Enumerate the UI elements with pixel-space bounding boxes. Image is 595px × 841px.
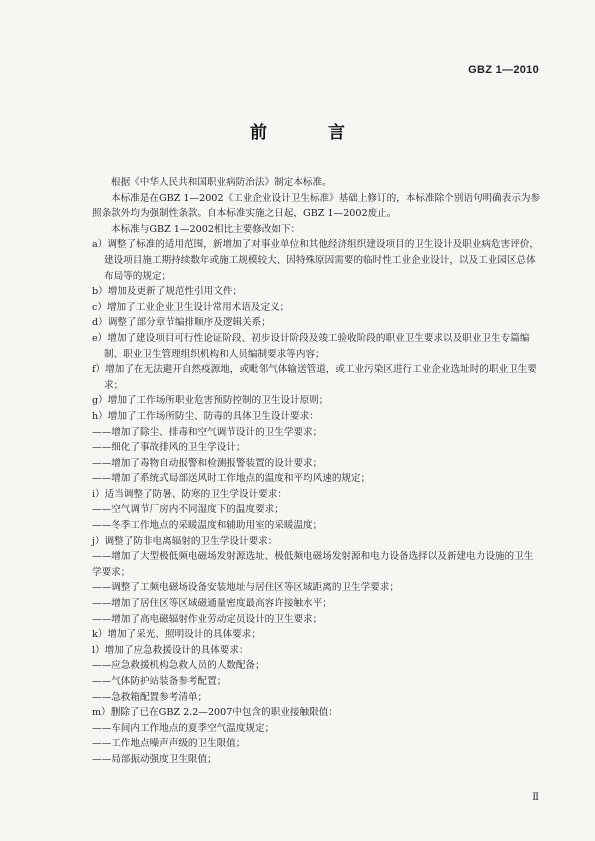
sub-item: ——增加了除尘、排毒和空气调节设计的卫生学要求； xyxy=(92,426,323,438)
sub-item: ——增加了高电磁辐射作业劳动定员设计的卫生要求； xyxy=(92,613,323,625)
sub-item: ——急救箱配置参考清单； xyxy=(92,691,208,703)
paragraph: 根据《中华人民共和国职业病防治法》制定本标准。 xyxy=(111,177,332,188)
list-item: i）适当调整了防暑、防寒的卫生学设计要求： xyxy=(92,488,287,500)
sub-item: ——车间内工作地点的夏季空气温度规定； xyxy=(92,722,275,734)
sub-item: ——调整了工频电磁场设备安装地址与居住区等区域距离的卫生学要求； xyxy=(92,582,399,594)
list-item: h）增加了工作场所防尘、防毒的具体卫生设计要求： xyxy=(92,410,319,422)
list-item: k）增加了采光、照明设计的具体要求； xyxy=(92,629,261,641)
body-text xyxy=(92,175,542,768)
paragraph: 本标准与GBZ 1—2002相比主要修改如下： xyxy=(111,223,301,235)
sub-item: ——空气调节厂房内不同湿度下的温度要求； xyxy=(92,504,284,516)
document-code: GBZ 1—2010 xyxy=(468,64,539,76)
list-item: g）增加了工作场所职业危害预防控制的卫生设计原则； xyxy=(92,395,329,407)
page-number: Ⅱ xyxy=(532,792,539,803)
list-item: b）增加及更新了规范性引用文件； xyxy=(92,286,243,298)
list-item: d）调整了部分章节编排顺序及逻辑关系； xyxy=(92,317,271,329)
sub-item: ——增加了大型极低频电磁场发射源选址、极低频电磁场发射源和电力设备选择以及新建电力设施的卫生学要求； xyxy=(92,551,534,578)
list-item: j）调整了防非电离辐射的卫生学设计要求： xyxy=(92,535,278,547)
sub-item: ——应急救援机构急救人员的人数配备； xyxy=(92,660,265,672)
page-title: 前 言 xyxy=(250,123,367,143)
sub-item: ——局部振动强度卫生限值； xyxy=(92,753,217,765)
list-item: m）删除了已在GBZ 2.2—2007中包含的职业接触限值： xyxy=(92,707,338,719)
list-item: a）调整了标准的适用范围，新增加了对事业单位和其他经济组织建设项目的卫生设计及职业病危害评价，建设项目施工期持续数年或施工规模较大、因特殊原因需要的临时性工业企业设计，以及工业园区总体布局等的规定； xyxy=(92,239,540,282)
list-item: f）增加了在无法避开自然疫源地，或毗邻气体输送管道，或工业污染区进行工业企业选址时的职业卫生要求； xyxy=(92,364,537,391)
sub-item: ——增加了居住区等区域磁通量密度最高容许接触水平； xyxy=(92,598,332,610)
list-item: l）增加了应急救援设计的具体要求： xyxy=(92,644,249,656)
sub-item: ——细化了事故排风的卫生学设计； xyxy=(92,442,246,454)
sub-item: ——冬季工作地点的采暖温度和辅助用室的采暖温度； xyxy=(92,520,323,532)
list-item: c）增加了工业企业卫生设计常用术语及定义； xyxy=(92,301,290,313)
sub-item: ——气体防护站装备参考配置； xyxy=(92,676,227,687)
sub-item: ——增加了毒物自动报警和检测报警装置的设计要求； xyxy=(92,457,323,469)
sub-item: ——工作地点噪声声级的卫生限值； xyxy=(92,738,246,750)
list-item: e）增加了建设项目可行性论证阶段、初步设计阶段及竣工验收阶段的职业卫生要求以及职业卫生专篇编制、职业卫生管理组织机构和人员编制要求等内容； xyxy=(92,332,530,360)
paragraph: 本标准是在GBZ 1—2002《工业企业设计卫生标准》基础上修订的，本标准除个别语句明确表示为参照条款外均为强制性条款。自本标准实施之日起，GBZ 1—2002废止。 xyxy=(92,192,541,220)
sub-item: ——增加了系统式局部送风时工作地点的温度和平均风速的规定； xyxy=(92,473,371,485)
